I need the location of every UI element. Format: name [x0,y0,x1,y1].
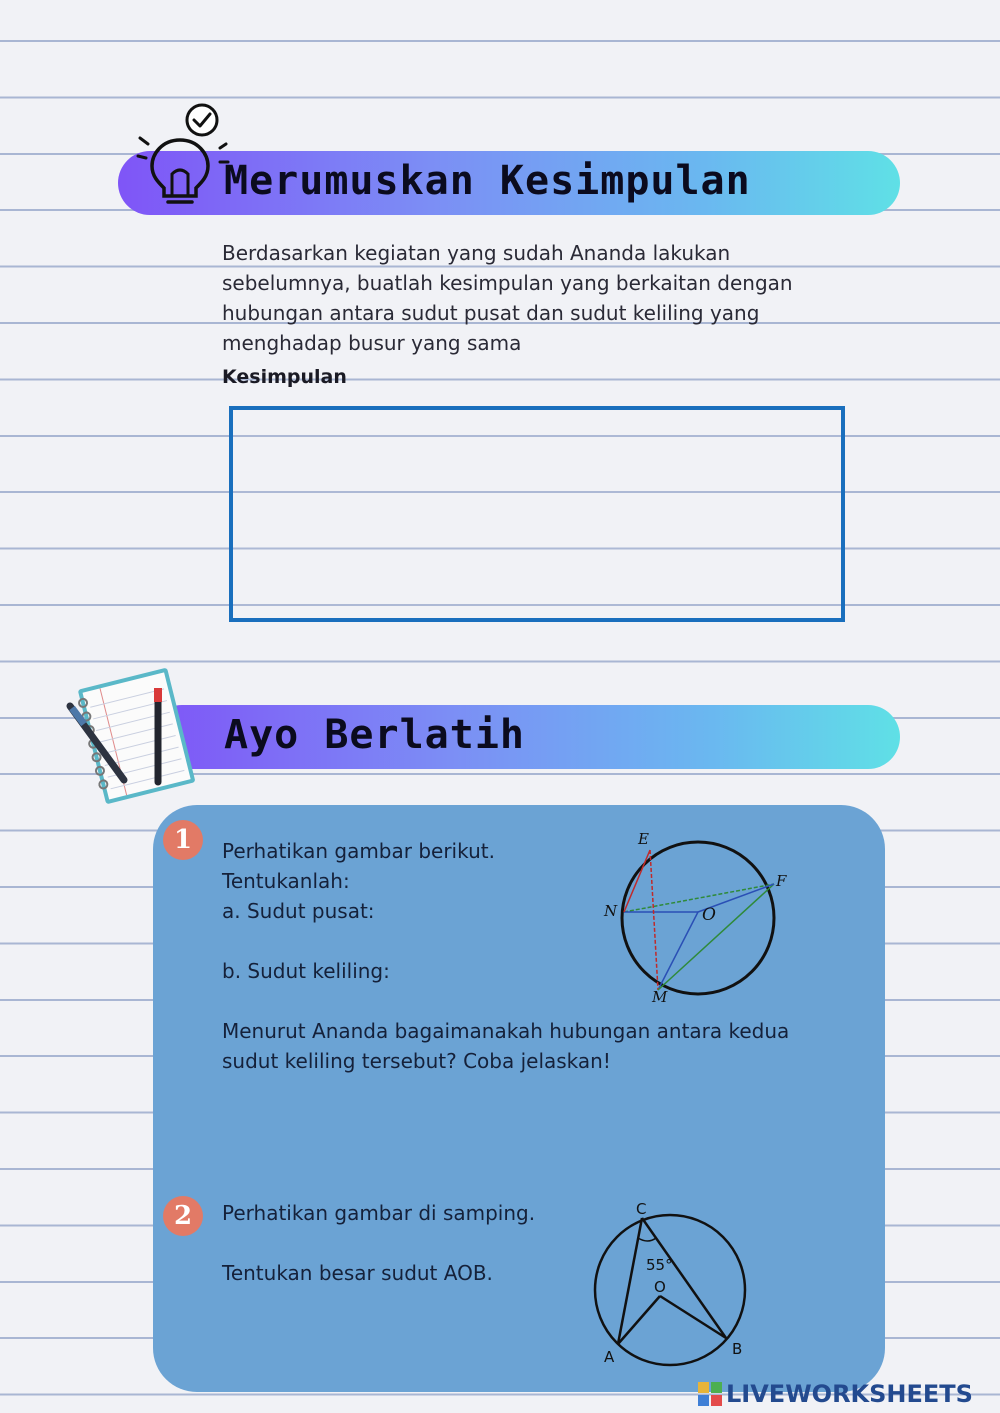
section-title-kesimpulan: Merumuskan Kesimpulan [224,158,751,204]
question-number-badge: 2 [163,1196,203,1236]
notebook-pen-icon [62,664,202,804]
question-number-badge: 1 [163,820,203,860]
instruction-line: hubungan antara sudut pusat dan sudut keliling yang [222,301,760,325]
instruction-line: sebelumnya, buatlah kesimpulan yang berkaitan dengan [222,271,793,295]
instruction-line: Berdasarkan kegiatan yang sudah Ananda lakukan [222,241,731,265]
instruction-paragraph [222,238,842,358]
question1-item-a: a. Sudut pusat: [222,899,375,923]
question1-line1: Perhatikan gambar berikut. [222,839,495,863]
question1-item-b: b. Sudut keliling: [222,959,390,983]
circle-figure-2 [592,1198,752,1368]
figure-label-angle: 55° [646,1256,673,1274]
figure-label-m: M [652,988,668,1006]
question1-line2: Tentukanlah: [222,869,350,893]
figure-label-o: O [654,1278,666,1296]
figure-label-c: C [636,1200,647,1218]
figure-label-e: E [638,830,649,848]
lightbulb-check-icon [130,100,230,210]
question1-prompt-line1: Menurut Ananda bagaimanakah hubungan antara kedua [222,1019,790,1043]
instruction-line: menghadap busur yang sama [222,331,522,355]
figure-label-a: A [604,1348,615,1366]
answer-label: Kesimpulan [222,366,347,388]
figure-label-o: O [702,905,716,925]
liveworksheets-logo-icon [698,1382,722,1406]
conclusion-answer-box[interactable] [229,406,845,622]
figure-label-f: F [776,872,787,890]
section-title-ayo-berlatih: Ayo Berlatih [224,712,525,758]
question1-prompt-line2: sudut keliling tersebut? Coba jelaskan! [222,1049,611,1073]
liveworksheets-brand-text: LIVEWORKSHEETS [726,1380,973,1408]
figure-label-b: B [732,1340,743,1358]
question2-line2: Tentukan besar sudut AOB. [222,1261,493,1285]
question2-line1: Perhatikan gambar di samping. [222,1201,536,1225]
liveworksheets-logo[interactable] [698,1380,973,1408]
circle-figure-1 [598,826,798,1006]
figure-label-n: N [604,902,618,920]
